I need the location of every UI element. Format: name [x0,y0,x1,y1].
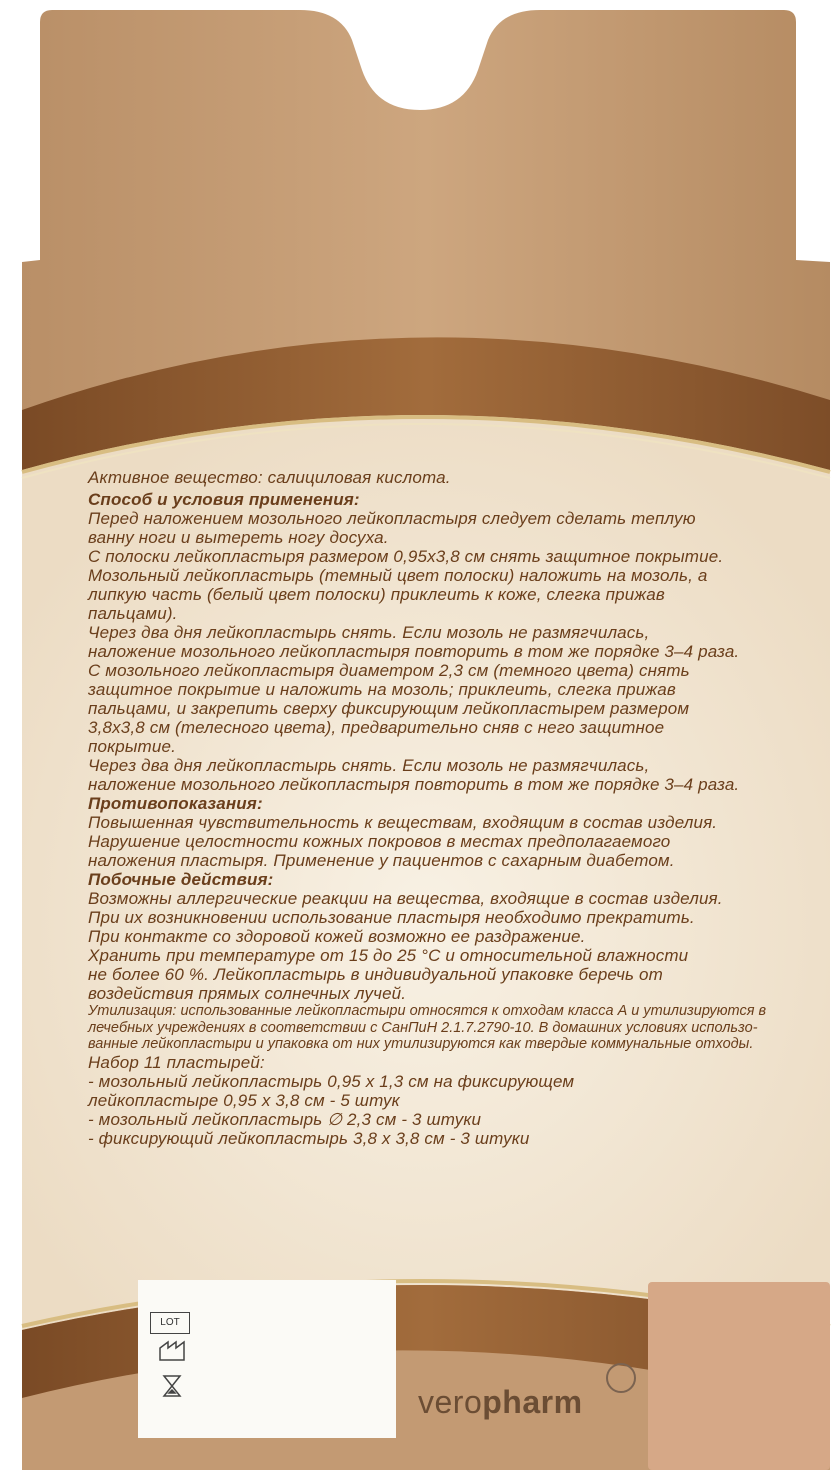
text-line: ванну ноги и вытереть ногу досуха. [88,528,389,547]
text-line: 3,8х3,8 см (телесного цвета), предварительно сняв с него защитное [88,718,665,737]
text-line: - мозольный лейкопластырь ∅ 2,3 см - 3 штуки [88,1109,482,1129]
text-line: защитное покрытие и наложить на мозоль; приклеить, слегка прижав [88,680,676,699]
text-line: Повышенная чувствительность к веществам, входящим в состав изделия. [88,813,718,832]
text-line: - мозольный лейкопластырь 0,95 х 1,3 см на фиксирующем [88,1071,575,1091]
text-line: С мозольного лейкопластыря диаметром 2,3 см (темного цвета) снять [88,661,690,680]
text-line: наложения пластыря. Применение у пациентов с сахарным диабетом. [88,851,675,870]
text-line: лечебных учреждениях в соответствии с СанПиН 2.1.7.2790-10. В домашних условиях использо- [88,1019,758,1036]
text-line: Через два дня лейкопластырь снять. Если мозоль не размягчилась, [88,756,650,775]
text-line: Активное вещество: салициловая кислота. [88,468,451,487]
text-line: Перед наложением мозольного лейкопластыря следует сделать теплую [88,509,696,528]
text-line: - фиксирующий лейкопластырь 3,8 х 3,8 см - 3 штуки [88,1128,530,1148]
section-heading: Побочные действия: [88,870,274,889]
text-line: Нарушение целостности кожных покровов в местах предполагаемого [88,832,671,851]
text-line: пальцами). [88,604,178,623]
symbols [154,1338,194,1428]
text-line: воздействия прямых солнечных лучей. [88,984,407,1003]
plaster-sample [648,1282,830,1470]
section-heading: Противопоказания: [88,794,263,813]
text-line: Мозольный лейкопластырь (темный цвет полоски) наложить на мозоль, а [88,566,708,585]
text-line: липкую часть (белый цвет полоски) приклеить к коже, слегка прижав [88,585,665,604]
text-line: наложение мозольного лейкопластыря повторить в том же порядке 3–4 раза. [88,775,740,794]
lot-label: LOT [150,1312,190,1334]
section-heading: Способ и условия применения: [88,490,360,509]
instruction-text [88,468,800,1148]
text-line: При их возникновении использование пластыря необходимо прекратить. [88,908,695,927]
text-line: лейкопластыре 0,95 х 3,8 см - 5 штук [88,1090,400,1110]
text-line: Набор 11 пластырей: [88,1052,265,1072]
text-line: ванные лейкопластыри и упаковка от них утилизируются как твердые коммунальные отходы. [88,1036,754,1052]
brand-logo: veropharm [418,1384,583,1420]
text-line: не более 60 %. Лейкопластырь в индивидуальной упаковке беречь от [88,965,663,984]
expiry-hourglass-icon [164,1376,180,1396]
text-line: С полоски лейкопластыря размером 0,95х3,8 см снять защитное покрытие. [88,547,724,566]
manufacturer-icon [160,1342,184,1360]
text-line: Хранить при температуре от 15 до 25 °С и относительной влажности [88,946,689,965]
text-line: Утилизация: использованные лейкопластыри относятся к отходам класса А и утилизируются в [88,1003,767,1019]
text-line: Возможны аллергические реакции на вещества, входящие в состав изделия. [88,889,723,908]
text-line: пальцами, и закрепить сверху фиксирующим лейкопластырем размером [88,699,690,718]
text-line: наложение мозольного лейкопластыря повторить в том же порядке 3–4 раза. [88,642,740,661]
text-line: При контакте со здоровой кожей возможно ее раздражение. [88,927,586,946]
text-line: Через два дня лейкопластырь снять. Если мозоль не размягчилась, [88,623,650,642]
text-line: покрытие. [88,737,176,756]
